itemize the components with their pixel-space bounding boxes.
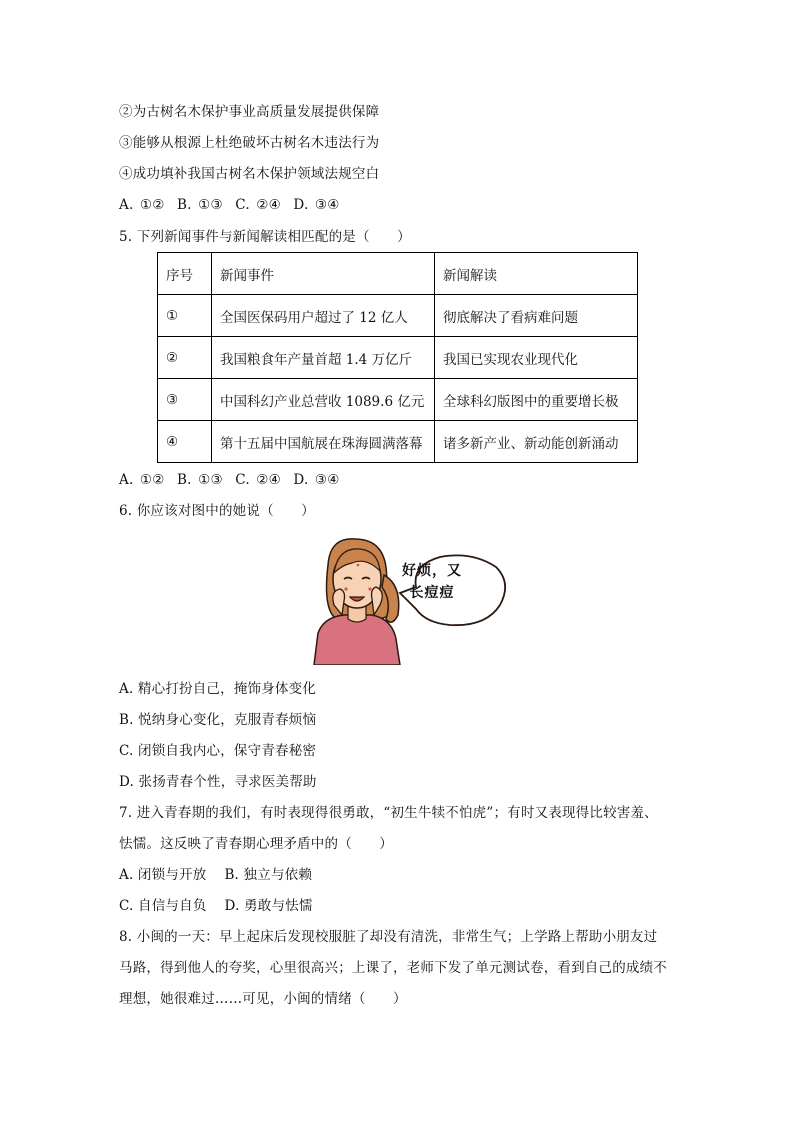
header-interpretation: 新闻解读 [435, 253, 638, 295]
row-event: 中国科幻产业总营收 1089.6 亿元 [212, 379, 435, 421]
q4-option-b[interactable]: B. ①③ [177, 197, 223, 213]
table-row [158, 337, 638, 379]
row-interpretation: 我国已实现农业现代化 [435, 337, 638, 379]
row-event: 第十五届中国航展在珠海圆满落幕 [212, 421, 435, 463]
speech-bubble-text [392, 560, 472, 604]
q5-option-a[interactable]: A. ①② [119, 472, 165, 488]
table-header-row [158, 253, 638, 295]
table-row [158, 295, 638, 337]
q4-option-c[interactable]: C. ②④ [235, 197, 281, 213]
q5-options [119, 471, 346, 489]
q5-option-b[interactable]: B. ①③ [177, 472, 223, 488]
q5-stem: 5. 下列新闻事件与新闻解读相匹配的是（ ） [119, 229, 411, 245]
q4-options [119, 196, 346, 214]
q7-stem-line1: 7. 进入青春期的我们，有时表现得很勇敢，“初生牛犊不怕虎”；有时又表现得比较害羞、 [119, 805, 658, 821]
q4-option-d[interactable]: D. ③④ [293, 197, 340, 213]
speech-bubble-line2: 长痘痘 [409, 585, 455, 601]
q6-option-a[interactable]: A. 精心打扮自己，掩饰身体变化 [119, 681, 317, 697]
q7-option-a[interactable]: A. 闭锁与开放 [119, 867, 207, 883]
q6-option-d[interactable]: D. 张扬青春个性，寻求医美帮助 [119, 774, 317, 790]
speech-bubble-line1: 好烦，又 [402, 563, 462, 579]
q5-option-c[interactable]: C. ②④ [235, 472, 281, 488]
q4-option-a[interactable]: A. ①② [119, 197, 165, 213]
option-statement-4: ④成功填补我国古树名木保护领域法规空白 [119, 166, 380, 182]
row-interpretation: 全球科幻版图中的重要增长极 [435, 379, 638, 421]
row-event: 我国粮食年产量首超 1.4 万亿斤 [212, 337, 435, 379]
q6-option-c[interactable]: C. 闭锁自我内心，保守青春秘密 [119, 743, 317, 759]
news-table [157, 252, 638, 463]
q7-option-c[interactable]: C. 自信与自负 [119, 898, 207, 914]
header-event: 新闻事件 [212, 253, 435, 295]
option-statement-3: ③能够从根源上杜绝破坏古树名木违法行为 [119, 135, 380, 151]
row-interpretation: 诸多新产业、新动能创新涌动 [435, 421, 638, 463]
row-index: ④ [158, 421, 212, 463]
row-event: 全国医保码用户超过了 12 亿人 [212, 295, 435, 337]
q5-option-d[interactable]: D. ③④ [293, 472, 340, 488]
q7-stem-line2: 怯懦。这反映了青春期心理矛盾中的（ ） [119, 836, 393, 852]
q6-stem: 6. 你应该对图中的她说（ ） [119, 503, 315, 519]
row-interpretation: 彻底解决了看病难问题 [435, 295, 638, 337]
option-statement-2: ②为古树名木保护事业高质量发展提供保障 [119, 104, 380, 120]
row-index: ② [158, 337, 212, 379]
header-index: 序号 [158, 253, 212, 295]
q7-option-b[interactable]: B. 独立与依赖 [224, 867, 313, 883]
q7-option-d[interactable]: D. 勇敢与怯懦 [224, 898, 313, 914]
q6-option-b[interactable]: B. 悦纳身心变化，克服青春烦恼 [119, 712, 317, 728]
q8-stem-line3: 理想，她很难过……可见，小闽的情绪（ ） [119, 991, 407, 1007]
table-row [158, 379, 638, 421]
q8-stem-line1: 8. 小闽的一天：早上起床后发现校服脏了却没有清洗，非常生气；上学路上帮助小朋友过 [119, 929, 658, 945]
q7-options-row1 [119, 866, 312, 884]
table-row [158, 421, 638, 463]
q7-options-row2 [119, 897, 313, 915]
row-index: ③ [158, 379, 212, 421]
q8-stem-line2: 马路，得到他人的夸奖，心里很高兴；上课了，老师下发了单元测试卷，看到自己的成绩不 [119, 960, 667, 976]
row-index: ① [158, 295, 212, 337]
